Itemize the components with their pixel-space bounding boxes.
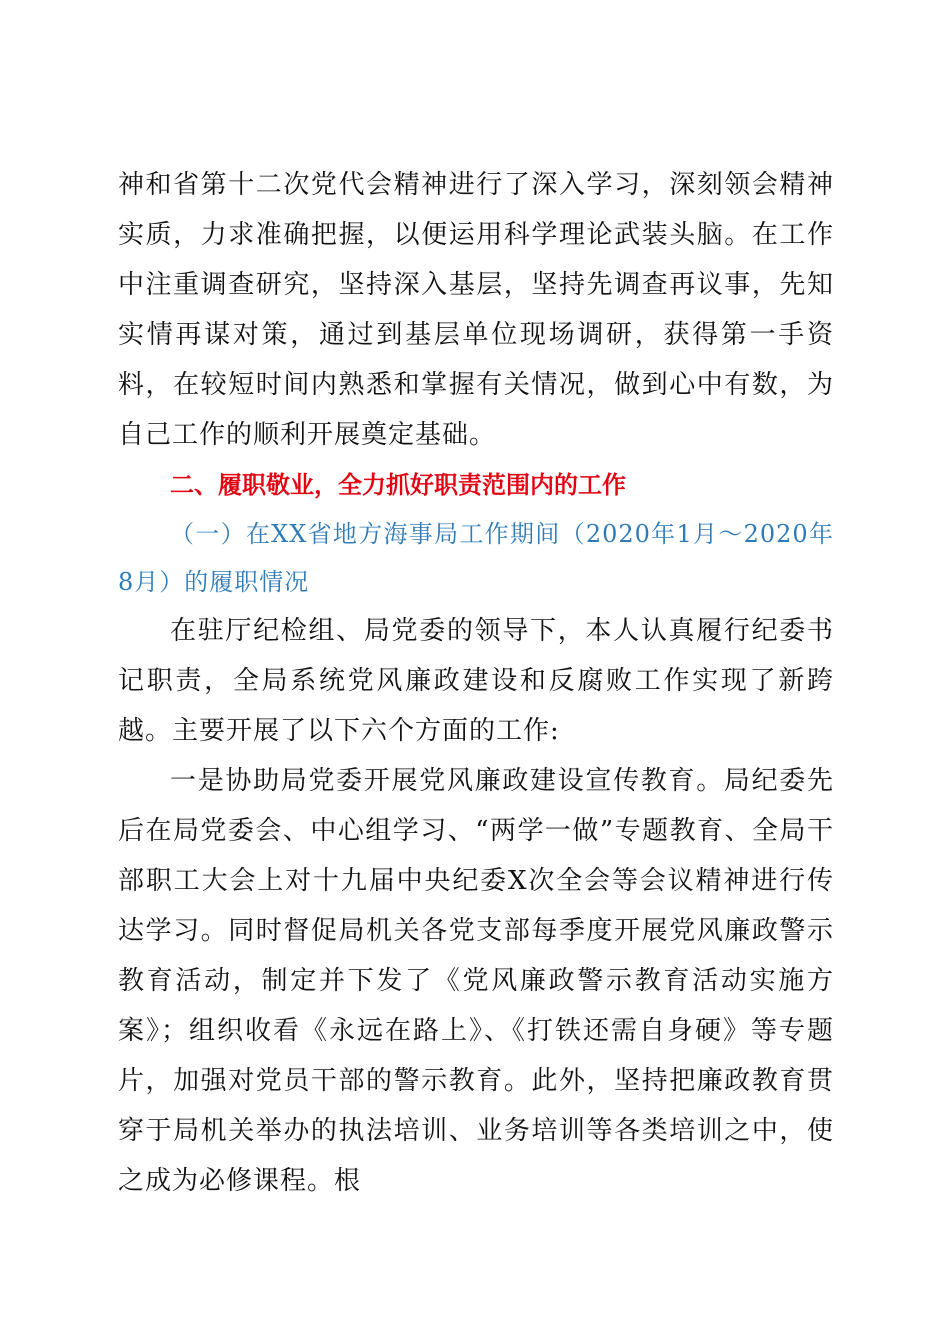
- subsection-heading: （一）在XX省地方海事局工作期间（2020年1月～2020年8月）的履职情况: [118, 520, 834, 596]
- intro-paragraph: 神和省第十二次党代会精神进行了深入学习，深刻领会精神实质，力求准确把握，以便运用科学理论武装头脑。在工作中注重调查研究，坚持深入基层，坚持先调查再议事，先知实情再谋对策，通过到基层单位现场调研，获得第一手资料，在较短时间内熟悉和掌握有关情况，做到心中有数，为自己工作的顺利开展奠定基础。: [118, 170, 834, 450]
- section-heading: 二、履职敬业，全力抓好职责范围内的工作: [170, 471, 626, 499]
- item-one-paragraph: 一是协助局党委开展党风廉政建设宣传教育。局纪委先后在局党委会、中心组学习、“两学一做”专题教育、全局干部职工大会上对十九届中央纪委X次全会等会议精神进行传达学习。同时督促局机关各党支部每季度开展党风廉政警示教育活动，制定并下发了《党风廉政警示教育活动实施方案》；组织收看《永远在路上》、《打铁还需自身硬》等专题片，加强对党员干部的警示教育。此外，坚持把廉政教育贯穿于局机关举办的执法培训、业务培训等各类培训之中，使之成为必修课程。根: [118, 766, 834, 1196]
- document-page: [118, 160, 834, 1206]
- summary-paragraph: 在驻厅纪检组、局党委的领导下，本人认真履行纪委书记职责，全局系统党风廉政建设和反腐败工作实现了新跨越。主要开展了以下六个方面的工作:: [118, 616, 834, 746]
